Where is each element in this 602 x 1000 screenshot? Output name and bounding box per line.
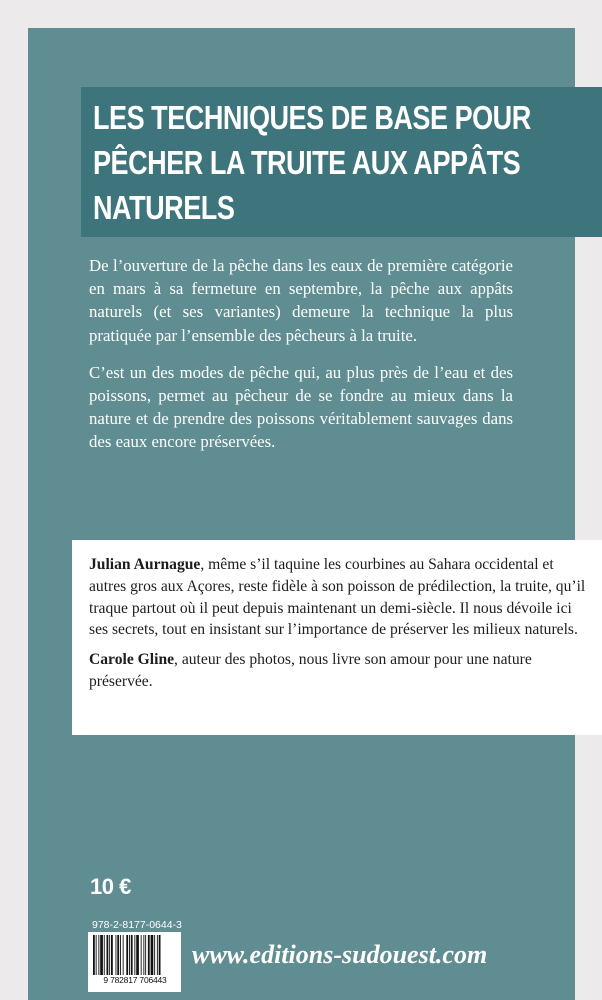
photographer-name: Carole Gline — [89, 651, 175, 669]
author-bio-box — [72, 540, 602, 735]
title-band — [81, 87, 602, 237]
intro-text — [89, 254, 513, 468]
barcode — [88, 932, 181, 992]
author-bio-text: , même s’il taquine les courbines au Sahara occidental et autres gros aux Açores, reste fidèle à son poisson de prédilection, la truite, qu’il traque partout où il peut depuis maintenant un demi-siècle. Il nous dévoile ici ses secrets, tout en insistant sur l’importance de préserver les milieux naturels. — [89, 556, 586, 639]
price-label: 10 € — [90, 874, 131, 899]
photographer-bio-text: , auteur des photos, nous livre son amour pour une nature préservée. — [89, 651, 532, 690]
intro-paragraph-1: De l’ouverture de la pêche dans les eaux de première catégorie en mars à sa fermeture en septembre, la pêche aux appâts naturels (et ses variantes) demeure la technique la plus pratiquée par l’ensemble des pêcheurs à la truite. — [89, 256, 513, 345]
barcode-bars — [93, 935, 177, 975]
intro-paragraph-2: C’est un des modes de pêche qui, au plus près de l’eau et des poissons, permet au pêcheur de se fondre au mieux dans la nature et de prendre des poissons véritablement sauvages dans des eaux encore préservées. — [89, 362, 513, 452]
title-line-2: PÊCHER LA TRUITE AUX APPÂTS — [93, 144, 521, 181]
title-line-1: LES TECHNIQUES DE BASE POUR — [93, 99, 531, 136]
publisher-website: www.editions-sudouest.com — [192, 940, 488, 969]
barcode-digits: 9 782817 706443 — [103, 975, 167, 985]
author-bio — [89, 554, 586, 641]
author-name: Julian Aurnague — [89, 556, 201, 573]
isbn-label: 978-2-8177-0644-3 — [92, 919, 182, 931]
photographer-bio — [89, 649, 586, 693]
title-line-3: NATURELS — [93, 189, 235, 226]
